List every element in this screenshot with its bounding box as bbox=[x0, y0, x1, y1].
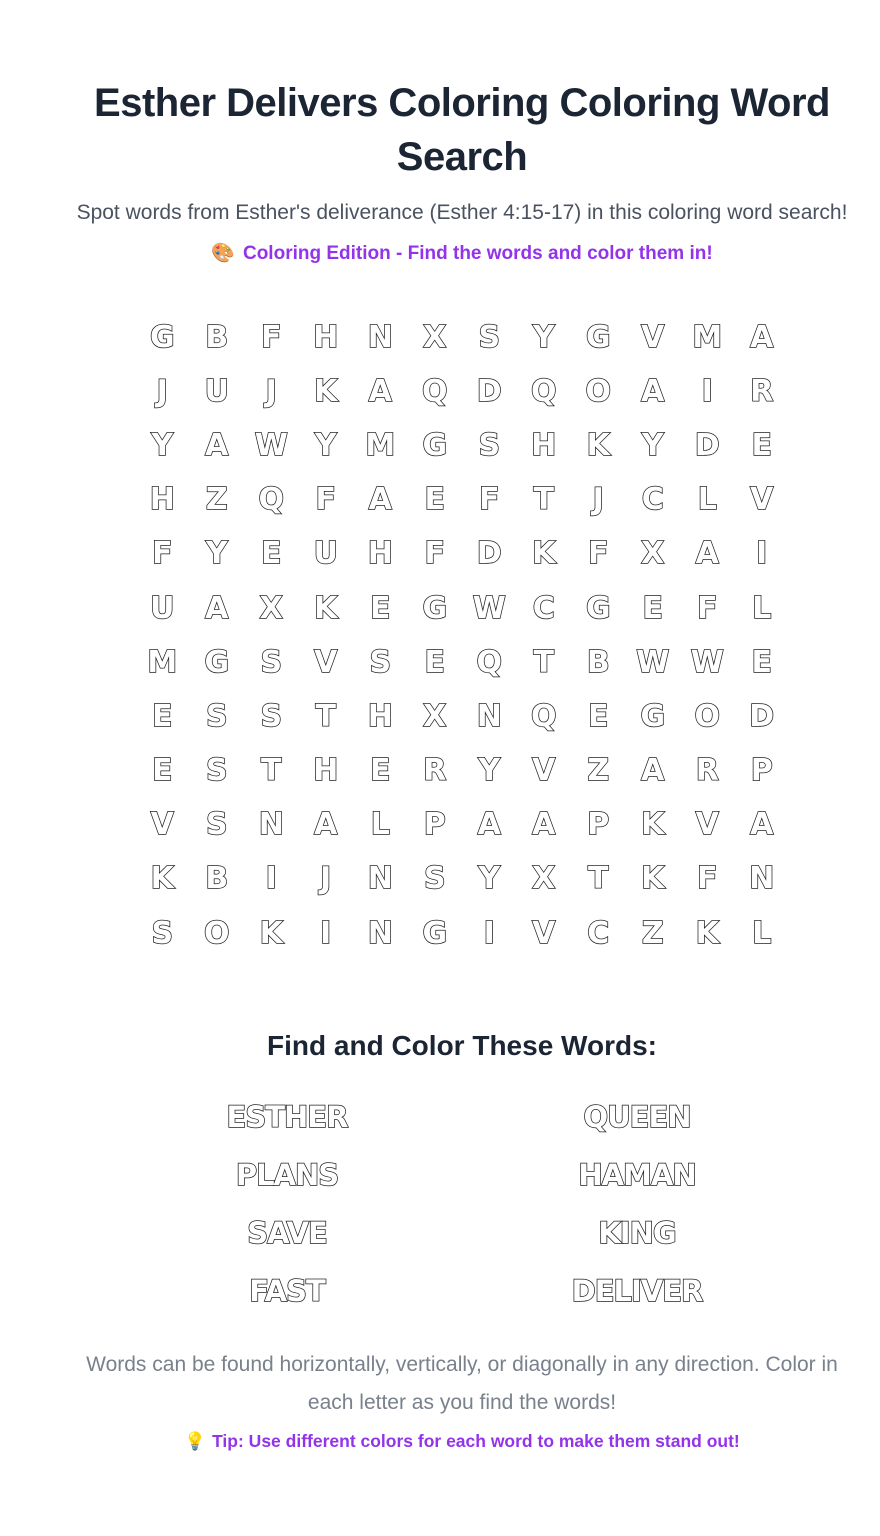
grid-cell-r4c2[interactable]: Z bbox=[205, 482, 228, 518]
grid-cell-r4c5[interactable]: A bbox=[368, 482, 392, 518]
grid-cell-r12c6[interactable]: G bbox=[422, 915, 448, 951]
grid-cell-r3c5[interactable]: M bbox=[365, 427, 396, 463]
tip-note bbox=[67, 1430, 857, 1452]
grid-cell-r2c9[interactable]: O bbox=[585, 373, 611, 409]
grid-cell-r9c9[interactable]: Z bbox=[587, 753, 610, 789]
grid-cell-r1c10[interactable]: V bbox=[641, 319, 665, 355]
grid-cell-r4c12[interactable]: V bbox=[750, 482, 774, 518]
grid-cell-r4c9[interactable]: J bbox=[592, 482, 604, 518]
grid-cell-r12c4[interactable]: I bbox=[320, 915, 332, 951]
grid-cell-r10c1[interactable]: V bbox=[150, 807, 174, 843]
word-list-item-plans: PLANS bbox=[235, 1158, 339, 1193]
grid-cell-r9c12[interactable]: P bbox=[750, 753, 773, 789]
grid-cell-r12c8[interactable]: V bbox=[532, 915, 556, 951]
grid-cell-r5c10[interactable]: X bbox=[641, 536, 665, 572]
grid-cell-r1c6[interactable]: X bbox=[423, 319, 447, 355]
grid-cell-r7c9[interactable]: B bbox=[586, 644, 610, 680]
grid-cell-r12c9[interactable]: C bbox=[587, 915, 610, 951]
grid-cell-r5c11[interactable]: A bbox=[695, 536, 719, 572]
grid-cell-r7c1[interactable]: M bbox=[147, 644, 178, 680]
grid-cell-r10c6[interactable]: P bbox=[423, 807, 446, 843]
grid-cell-r5c7[interactable]: D bbox=[476, 536, 502, 572]
grid-cell-r10c3[interactable]: N bbox=[258, 807, 284, 843]
instructions-text: Words can be found horizontally, vertically, or diagonally in any direction. Color in each letter as you find the words! bbox=[86, 1353, 838, 1415]
grid-cell-r11c9[interactable]: T bbox=[588, 861, 609, 897]
grid-cell-r3c11[interactable]: D bbox=[694, 427, 720, 463]
grid-cell-r3c6[interactable]: G bbox=[422, 427, 448, 463]
grid-cell-r11c6[interactable]: S bbox=[423, 861, 446, 897]
grid-cell-r7c8[interactable]: T bbox=[533, 644, 554, 680]
word-list bbox=[112, 1088, 812, 1320]
grid-cell-r9c8[interactable]: V bbox=[532, 753, 556, 789]
grid-cell-r12c1[interactable]: S bbox=[151, 915, 174, 951]
word-list-item-haman: HAMAN bbox=[578, 1158, 696, 1193]
grid-cell-r3c4[interactable]: Y bbox=[314, 427, 337, 463]
grid-cell-r2c5[interactable]: A bbox=[368, 373, 392, 409]
grid-cell-r11c2[interactable]: B bbox=[205, 861, 229, 897]
grid-cell-r1c3[interactable]: F bbox=[261, 319, 282, 355]
grid-cell-r4c11[interactable]: L bbox=[697, 482, 717, 518]
word-list-heading: Find and Color These Words: bbox=[267, 1030, 657, 1062]
grid-cell-r5c3[interactable]: E bbox=[261, 536, 282, 572]
grid-cell-r7c2[interactable]: G bbox=[204, 644, 230, 680]
grid-cell-r9c2[interactable]: S bbox=[205, 753, 228, 789]
grid-cell-r10c7[interactable]: A bbox=[477, 807, 501, 843]
grid-cell-r3c8[interactable]: H bbox=[531, 427, 557, 463]
word-list-item-save: SAVE bbox=[247, 1216, 327, 1251]
grid-cell-r10c9[interactable]: P bbox=[587, 807, 610, 843]
word-search-grid bbox=[67, 310, 857, 960]
grid-cell-r6c11[interactable]: F bbox=[697, 590, 718, 626]
grid-cell-r6c9[interactable]: G bbox=[585, 590, 611, 626]
grid-cell-r12c5[interactable]: N bbox=[367, 915, 393, 951]
grid-cell-r8c11[interactable]: O bbox=[694, 698, 720, 734]
word-list-item-king: KING bbox=[598, 1216, 676, 1251]
grid-cell-r3c3[interactable]: W bbox=[254, 427, 288, 463]
grid-cell-r1c11[interactable]: M bbox=[692, 319, 723, 355]
grid-cell-r5c8[interactable]: K bbox=[532, 536, 556, 572]
grid-cell-r10c2[interactable]: S bbox=[205, 807, 228, 843]
grid-cell-r4c6[interactable]: E bbox=[424, 482, 445, 518]
grid-cell-r1c1[interactable]: G bbox=[149, 319, 175, 355]
grid-cell-r10c12[interactable]: A bbox=[750, 807, 774, 843]
grid-cell-r2c7[interactable]: D bbox=[476, 373, 502, 409]
palette-emoji-icon: 🎨 bbox=[211, 243, 235, 264]
grid-cell-r4c7[interactable]: F bbox=[479, 482, 500, 518]
grid-cell-r3c2[interactable]: A bbox=[205, 427, 229, 463]
grid-cell-r4c4[interactable]: F bbox=[315, 482, 336, 518]
coloring-edition-note bbox=[67, 242, 857, 266]
grid-cell-r8c10[interactable]: G bbox=[640, 698, 666, 734]
grid-cell-r8c4[interactable]: T bbox=[315, 698, 336, 734]
coloring-edition-text: Coloring Edition - Find the words and color them in! bbox=[242, 243, 713, 264]
grid-cell-r5c2[interactable]: Y bbox=[205, 536, 228, 572]
grid-cell-r5c9[interactable]: F bbox=[588, 536, 609, 572]
grid-cell-r2c4[interactable]: K bbox=[314, 373, 338, 409]
grid-cell-r11c10[interactable]: K bbox=[641, 861, 665, 897]
grid-cell-r6c8[interactable]: C bbox=[532, 590, 555, 626]
grid-cell-r1c7[interactable]: S bbox=[478, 319, 501, 355]
grid-cell-r8c5[interactable]: H bbox=[367, 698, 393, 734]
grid-cell-r7c12[interactable]: E bbox=[751, 644, 772, 680]
grid-cell-r12c10[interactable]: Z bbox=[641, 915, 664, 951]
grid-cell-r2c10[interactable]: A bbox=[641, 373, 665, 409]
grid-cell-r6c7[interactable]: W bbox=[472, 590, 506, 626]
grid-cell-r4c10[interactable]: C bbox=[641, 482, 664, 518]
grid-cell-r7c11[interactable]: W bbox=[690, 644, 724, 680]
grid-cell-r8c7[interactable]: N bbox=[476, 698, 502, 734]
grid-cell-r8c1[interactable]: E bbox=[152, 698, 173, 734]
grid-cell-r4c3[interactable]: Q bbox=[258, 482, 284, 518]
grid-cell-r10c10[interactable]: K bbox=[641, 807, 665, 843]
grid-cell-r6c6[interactable]: G bbox=[422, 590, 448, 626]
grid-cell-r8c9[interactable]: E bbox=[588, 698, 609, 734]
grid-cell-r11c3[interactable]: I bbox=[265, 861, 277, 897]
grid-cell-r10c11[interactable]: V bbox=[695, 807, 719, 843]
word-list-item-esther: ESTHER bbox=[226, 1100, 348, 1135]
grid-cell-r3c1[interactable]: Y bbox=[151, 427, 174, 463]
coloring-word-search-page bbox=[67, 0, 857, 1452]
grid-cell-r5c12[interactable]: I bbox=[756, 536, 768, 572]
grid-cell-r1c2[interactable]: B bbox=[205, 319, 229, 355]
grid-cell-r3c10[interactable]: Y bbox=[641, 427, 664, 463]
word-list-item-deliver: DELIVER bbox=[571, 1274, 703, 1309]
grid-cell-r3c9[interactable]: K bbox=[586, 427, 610, 463]
grid-cell-r9c5[interactable]: E bbox=[370, 753, 391, 789]
grid-cell-r12c2[interactable]: O bbox=[203, 915, 230, 951]
grid-cell-r12c3[interactable]: K bbox=[259, 915, 283, 951]
grid-cell-r11c5[interactable]: N bbox=[367, 861, 393, 897]
grid-cell-r10c8[interactable]: A bbox=[532, 807, 556, 843]
grid-cell-r12c12[interactable]: L bbox=[752, 915, 772, 951]
grid-cell-r9c6[interactable]: R bbox=[423, 753, 447, 789]
grid-cell-r9c4[interactable]: H bbox=[313, 753, 339, 789]
grid-cell-r12c11[interactable]: K bbox=[695, 915, 719, 951]
grid-cell-r6c3[interactable]: X bbox=[259, 590, 283, 626]
grid-cell-r10c5[interactable]: L bbox=[370, 807, 390, 843]
grid-cell-r4c8[interactable]: T bbox=[533, 482, 554, 518]
grid-cell-r6c5[interactable]: E bbox=[370, 590, 391, 626]
word-list-item-fast: FAST bbox=[249, 1274, 325, 1309]
grid-cell-r9c10[interactable]: A bbox=[641, 753, 665, 789]
grid-cell-r11c7[interactable]: Y bbox=[478, 861, 501, 897]
grid-cell-r1c8[interactable]: Y bbox=[532, 319, 555, 355]
page-title: Esther Delivers Coloring Coloring Word Search bbox=[94, 81, 830, 179]
grid-cell-r1c12[interactable]: A bbox=[750, 319, 774, 355]
grid-cell-r7c5[interactable]: S bbox=[369, 644, 392, 680]
grid-cell-r2c6[interactable]: Q bbox=[421, 373, 448, 409]
grid-cell-r8c8[interactable]: Q bbox=[530, 698, 557, 734]
grid-cell-r5c6[interactable]: F bbox=[424, 536, 445, 572]
grid-cell-r11c8[interactable]: X bbox=[532, 861, 556, 897]
grid-cell-r7c4[interactable]: V bbox=[314, 644, 338, 680]
word-list-item-queen: QUEEN bbox=[583, 1100, 691, 1135]
grid-cell-r2c2[interactable]: U bbox=[204, 373, 229, 409]
grid-cell-r3c7[interactable]: S bbox=[478, 427, 501, 463]
grid-cell-r12c7[interactable]: I bbox=[483, 915, 495, 951]
grid-cell-r8c2[interactable]: S bbox=[205, 698, 228, 734]
grid-cell-r5c5[interactable]: H bbox=[367, 536, 393, 572]
grid-cell-r6c12[interactable]: L bbox=[752, 590, 772, 626]
tip-text: Tip: Use different colors for each word to make them stand out! bbox=[212, 1431, 740, 1452]
grid-cell-r11c1[interactable]: K bbox=[150, 861, 174, 897]
grid-cell-r9c3[interactable]: T bbox=[261, 753, 282, 789]
grid-cell-r2c8[interactable]: Q bbox=[530, 373, 557, 409]
grid-cell-r9c1[interactable]: E bbox=[152, 753, 173, 789]
grid-cell-r6c10[interactable]: E bbox=[642, 590, 663, 626]
grid-cell-r11c11[interactable]: F bbox=[697, 861, 718, 897]
grid-cell-r7c10[interactable]: W bbox=[636, 644, 670, 680]
grid-cell-r1c5[interactable]: N bbox=[367, 319, 393, 355]
grid-cell-r5c1[interactable]: F bbox=[152, 536, 173, 572]
grid-cell-r8c6[interactable]: X bbox=[423, 698, 447, 734]
grid-cell-r7c3[interactable]: S bbox=[260, 644, 283, 680]
grid-cell-r6c2[interactable]: A bbox=[205, 590, 229, 626]
grid-cell-r8c3[interactable]: S bbox=[260, 698, 283, 734]
grid-cell-r8c12[interactable]: D bbox=[749, 698, 775, 734]
grid-cell-r2c12[interactable]: R bbox=[750, 373, 774, 409]
grid-cell-r5c4[interactable]: U bbox=[313, 536, 338, 572]
grid-cell-r2c11[interactable]: I bbox=[701, 373, 713, 409]
grid-cell-r11c12[interactable]: N bbox=[749, 861, 775, 897]
grid-cell-r2c3[interactable]: J bbox=[265, 373, 277, 409]
grid-cell-r4c1[interactable]: H bbox=[149, 482, 175, 518]
grid-cell-r1c4[interactable]: H bbox=[313, 319, 339, 355]
grid-cell-r9c7[interactable]: Y bbox=[478, 753, 501, 789]
grid-cell-r2c1[interactable]: J bbox=[156, 373, 168, 409]
grid-cell-r3c12[interactable]: E bbox=[751, 427, 772, 463]
page-subtitle: Spot words from Esther's deliverance (Esther 4:15-17) in this coloring word search! bbox=[76, 201, 848, 224]
grid-cell-r1c9[interactable]: G bbox=[585, 319, 611, 355]
grid-cell-r9c11[interactable]: R bbox=[695, 753, 719, 789]
grid-cell-r6c4[interactable]: K bbox=[314, 590, 338, 626]
grid-cell-r7c7[interactable]: Q bbox=[476, 644, 502, 680]
grid-cell-r11c4[interactable]: J bbox=[320, 861, 332, 897]
grid-cell-r7c6[interactable]: E bbox=[424, 644, 445, 680]
grid-cell-r6c1[interactable]: U bbox=[150, 590, 175, 626]
grid-cell-r10c4[interactable]: A bbox=[314, 807, 338, 843]
lightbulb-emoji-icon: 💡 bbox=[184, 1431, 207, 1452]
